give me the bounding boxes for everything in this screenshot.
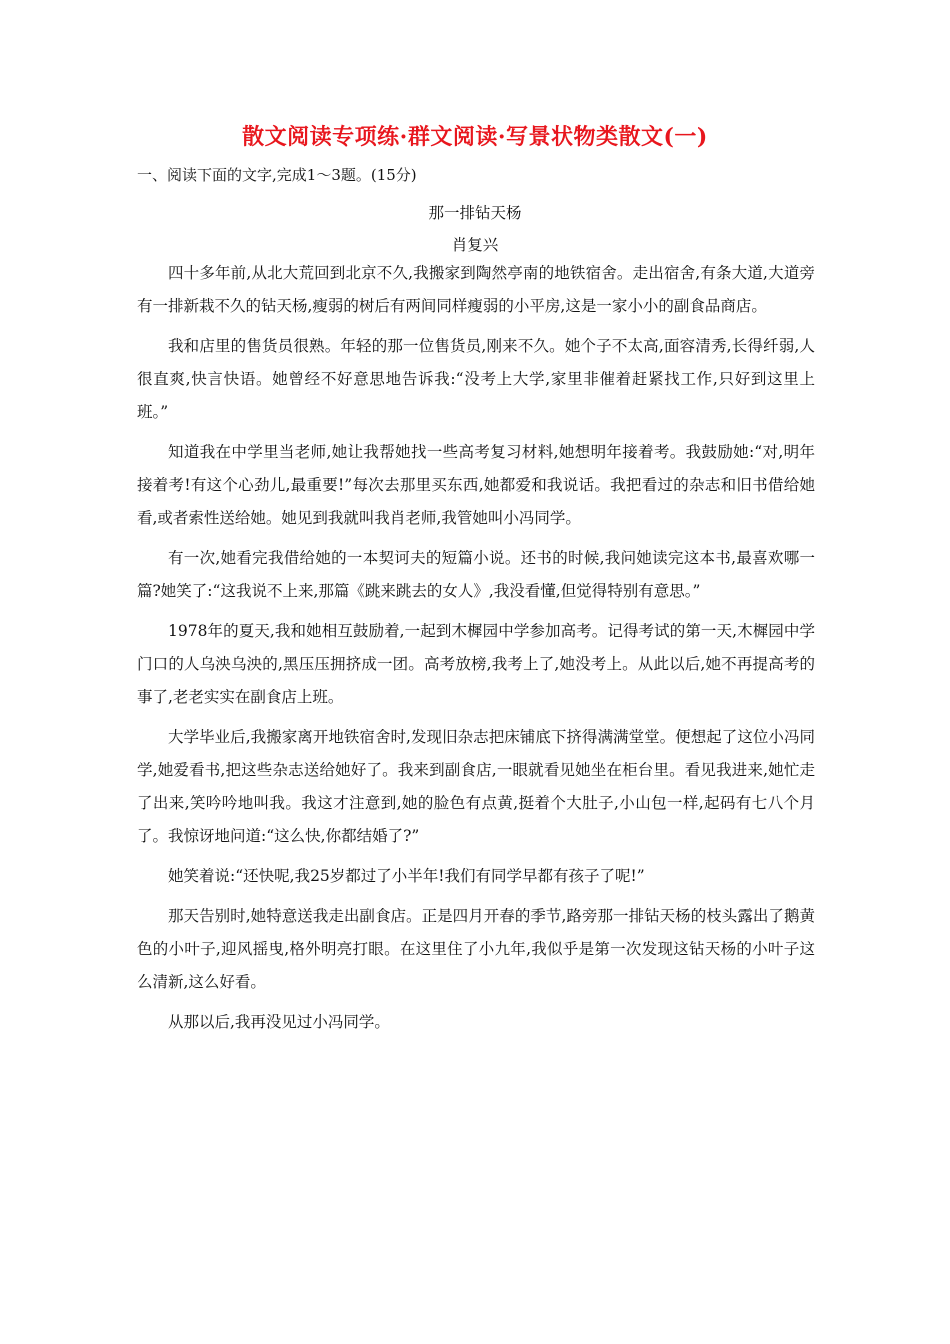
paragraph: 她笑着说:“还快呢,我25岁都过了小半年!我们有同学早都有孩子了呢!” [168,867,645,885]
question-heading: 一、阅读下面的文字,完成1～3题。(15分) [137,166,417,184]
article-body [137,257,815,1046]
paragraph: 那天告别时,她特意送我走出副食店。正是四月开春的季节,路旁那一排钻天杨的枝头露出了鹅黄色的小叶子,迎风摇曳,格外明亮打眼。在这里住了小九年,我似乎是第一次发现这钻天杨的小叶子这么清新,这么好看。 [137,907,815,991]
paragraph: 从那以后,我再没见过小冯同学。 [168,1013,390,1031]
article-title: 那一排钻天杨 [428,204,522,222]
paragraph: 1978年的夏天,我和她相互鼓励着,一起到木樨园中学参加高考。记得考试的第一天,木樨园中学门口的人乌泱乌泱的,黑压压拥挤成一团。高考放榜,我考上了,她没考上。从此以后,她不再提高考的事了,老老实实在副食店上班。 [137,622,815,706]
paragraph: 有一次,她看完我借给她的一本契诃夫的短篇小说。还书的时候,我问她读完这本书,最喜欢哪一篇?她笑了:“这我说不上来,那篇《跳来跳去的女人》,我没看懂,但觉得特别有意思。” [137,549,815,600]
paragraph: 大学毕业后,我搬家离开地铁宿舍时,发现旧杂志把床铺底下挤得满满堂堂。便想起了这位小冯同学,她爱看书,把这些杂志送给她好了。我来到副食店,一眼就看见她坐在柜台里。看见我进来,她忙走了出来,笑吟吟地叫我。我这才注意到,她的脸色有点黄,挺着个大肚子,小山包一样,起码有七八个月了。我惊讶地问道:“这么快,你都结婚了?” [137,728,815,845]
paragraph: 我和店里的售货员很熟。年轻的那一位售货员,刚来不久。她个子不太高,面容清秀,长得纤弱,人很直爽,快言快语。她曾经不好意思地告诉我:“没考上大学,家里非催着赶紧找工作,只好到这里上班。” [137,337,815,421]
article-author: 肖复兴 [451,236,499,254]
document-title: 散文阅读专项练·群文阅读·写景状物类散文(一) [242,124,708,150]
paragraph: 知道我在中学里当老师,她让我帮她找一些高考复习材料,她想明年接着考。我鼓励她:“对,明年接着考!有这个心劲儿,最重要!”每次去那里买东西,她都爱和我说话。我把看过的杂志和旧书借给她看,或者索性送给她。她见到我就叫我肖老师,我管她叫小冯同学。 [137,443,815,527]
paragraph: 四十多年前,从北大荒回到北京不久,我搬家到陶然亭南的地铁宿舍。走出宿舍,有条大道,大道旁有一排新栽不久的钻天杨,瘦弱的树后有两间同样瘦弱的小平房,这是一家小小的副食品商店。 [137,264,815,315]
